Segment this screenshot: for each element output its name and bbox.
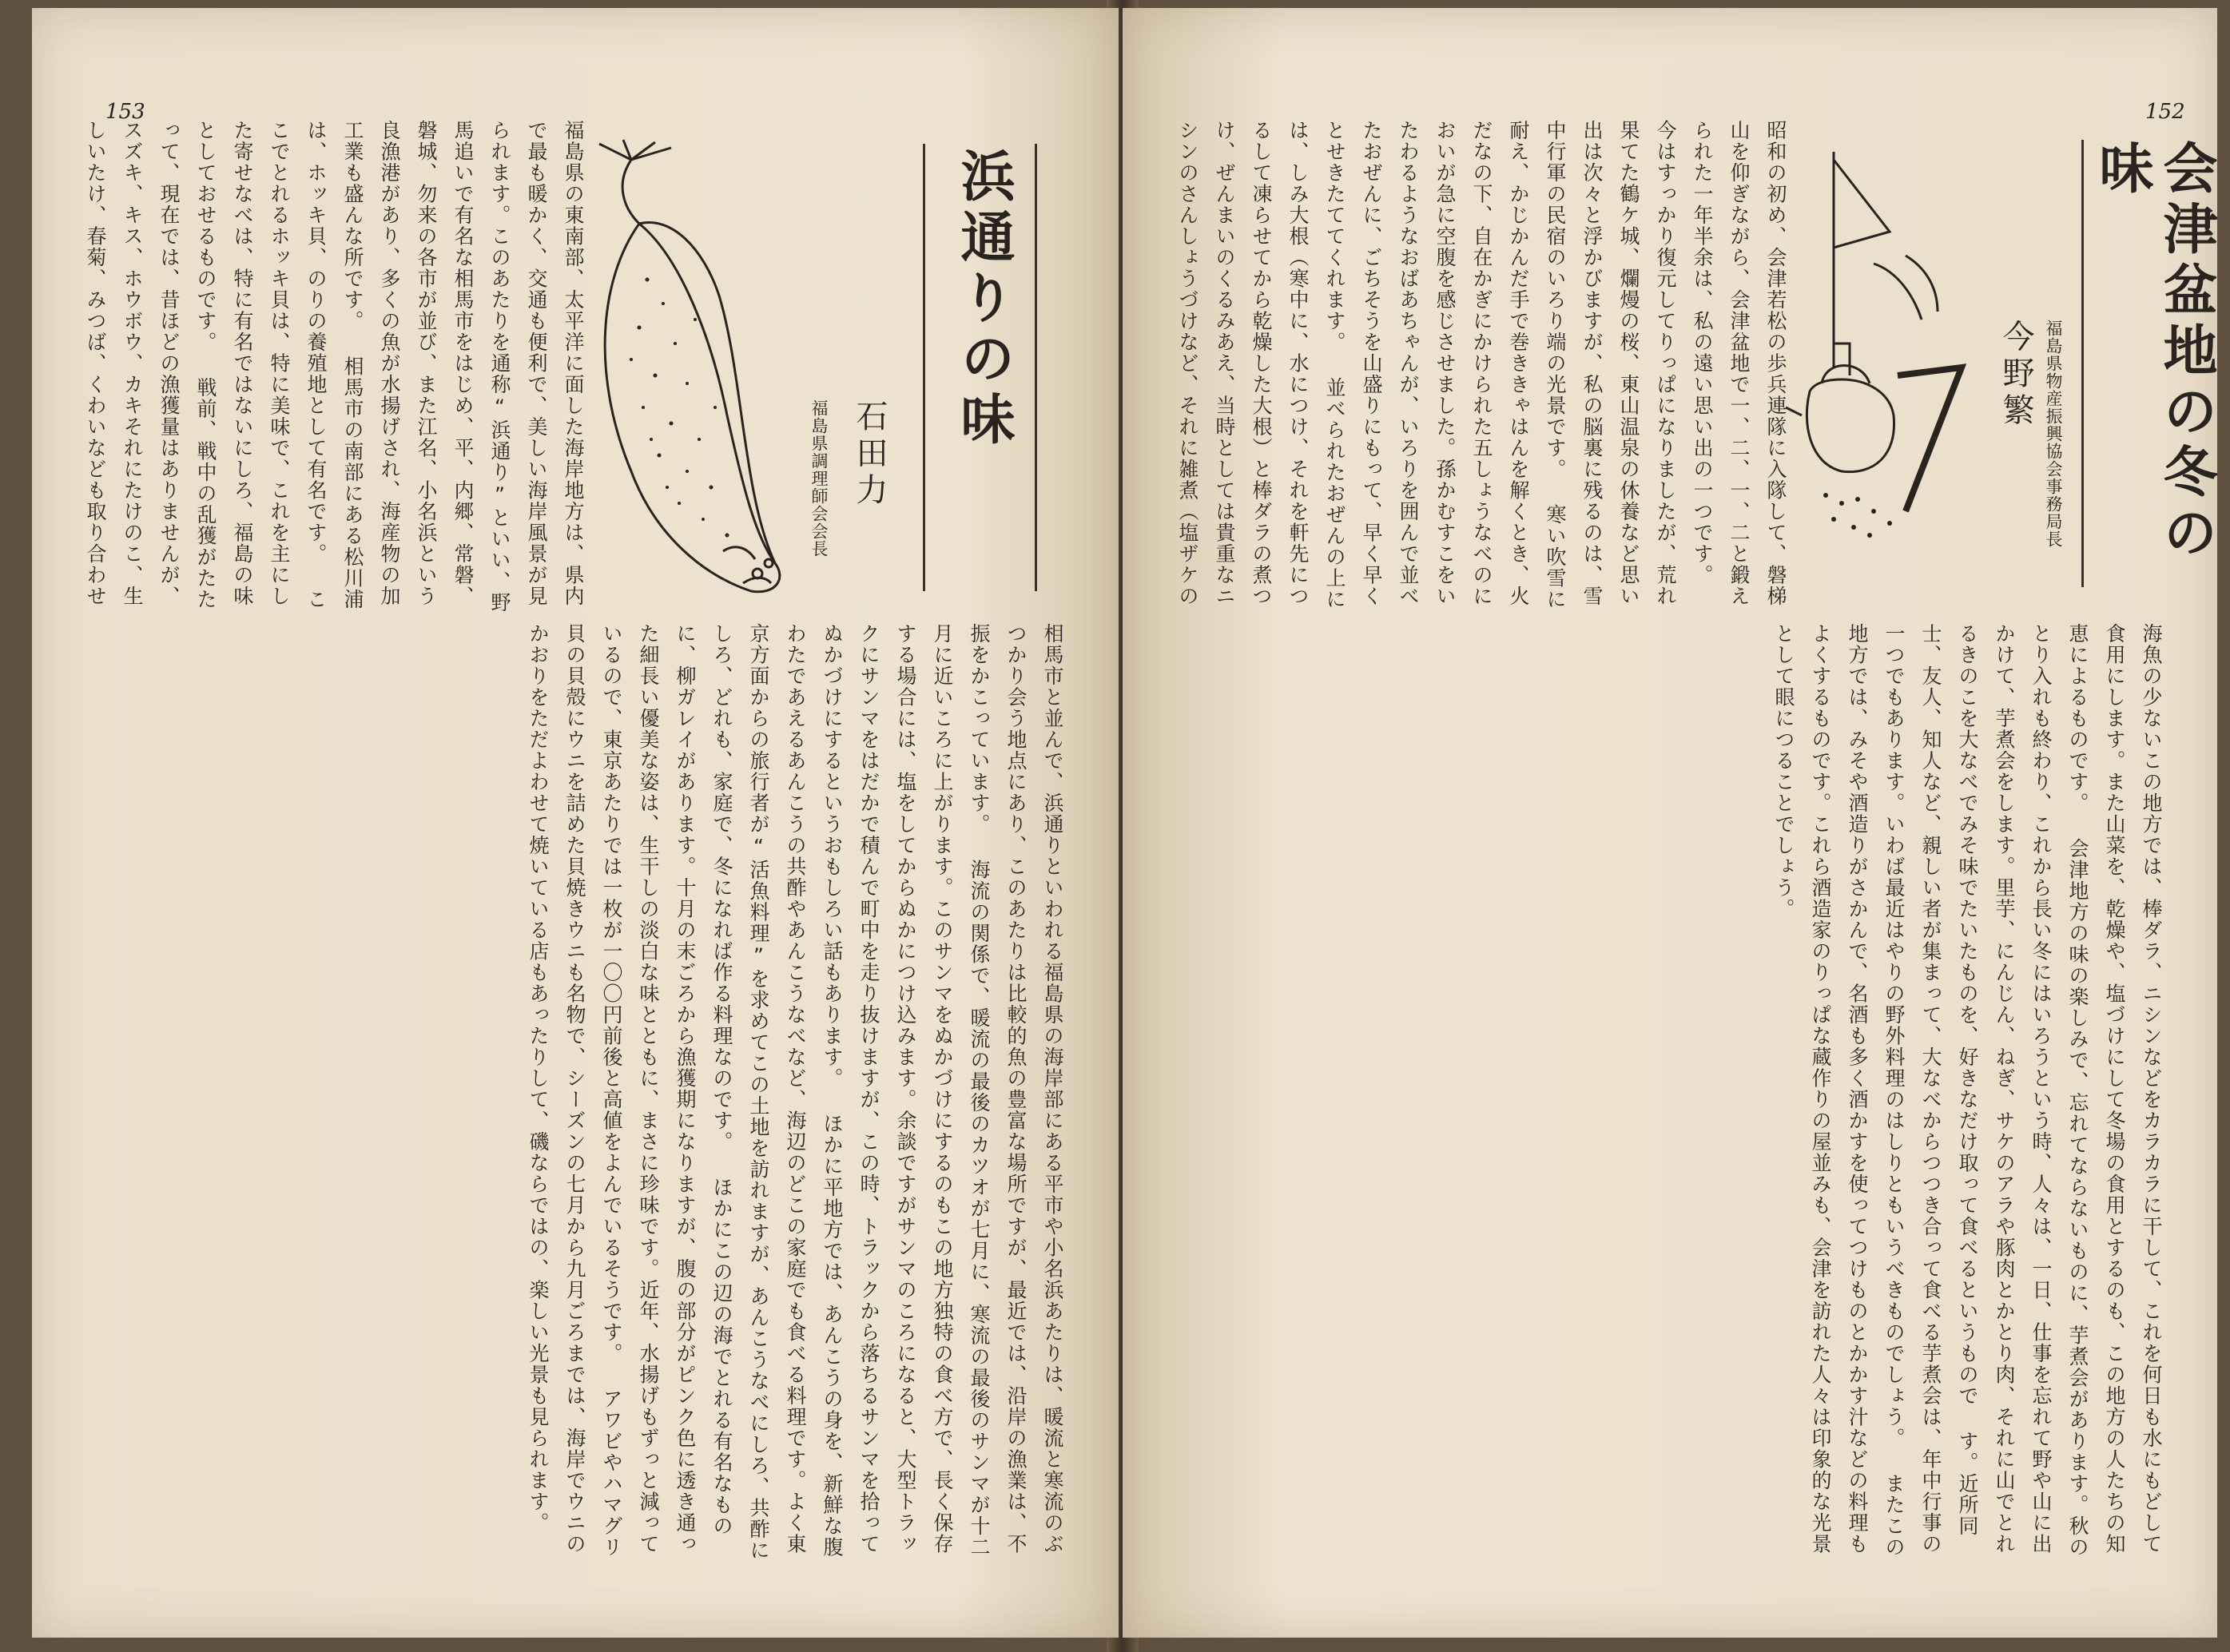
author-name-right: 今野繁 [1997,320,2034,430]
article-lower-text: 相馬市と並んで、浜通りといわれる福島県の海岸部にある平市や小名浜あたりは、暖流と寒流のぶつかり会う地点にあり、このあたりは比較的魚の豊富な場所ですが、最近では、沿岸の漁業は、不振をかこっています。 海流の関係で、暖流の最後のカツオが七月に、寒流の最後のサンマが十二月に近いころに上がります。このサンマをぬかづけにするのもこの地方独特の食べ方で、長く保存する場合には、塩をしてからぬかにつけ込みます。余談ですがサンマのころになると、大型トラックにサンマをはだかで積んで町中を走り抜けますが、この時、トラックから落ちるサンマを拾ってぬかづけにするというおもしろい話もあります。 ほかに平地方では、あんこうの身を、新鮮な腹わたであえるあんこうの共酢やあんこうなべなど、海辺のどこの家庭でも食べる料理です。よく東京方面からの旅行者が“活魚料理”を求めてこの土地を訪れますが、あんこうなべにしろ、共酢にしろ、どれも、家庭で、冬になれば作る料理なのです。 ほかにこの辺の海でとれる有名なものに、柳ガレイがあります。十月の末ごろから漁獲期になりますが、腹の部分がピンク色に透き通った細長い優美な姿は、生干しの淡白な味とともに、まさに珍味です。近年、水揚げもずっと減っているので、東京あたりでは一枚が一〇〇円前後と高値をよんでいるそうです。 アワビやハマグリ貝の貝殻にウニを詰めた貝焼きウニも名物で、シーズンの七月から九月ごろまでは、海岸でウニのかおりをただよわせて焼いている店もあったりして、磯ならではの、楽しい光景も見られます。 [527,623,1064,1561]
left-page [32,8,1119,1638]
author-affiliation: 福島県調理師会会長 [809,399,829,558]
article-lower-text-right: 海魚の少ないこの地方では、棒ダラ、ニシンなどをカラカラに干して、これを何日も水にもどして食用にします。また山菜を、乾燥や、塩づけにして冬場の食用とするのも、この地方の人たちの知恵によるものです。 会津地方の味の楽しみで、忘れてならないものに、芋煮会があります。秋のとり入れも終わり、これから長い冬にはいろうという時、人々は、一日、仕事を忘れて野や山に出かけて、芋煮会をします。里芋、にんじん、ねぎ、サケのアラや豚肉とかとり肉、それに山でとれるきのこを大なべでみそ味でたいたものを、好きなだけ取って食べるというもので す。近所同士、友人、知人など、親しい者が集まって、大なべからつつき合って食べる芋煮会は、年中行事の一つでもあります。いわば最近はやりの野外料理のはしりともいうべきものでしょう。 またこの地方では、みそや酒造りがさかんで、名酒も多く酒かすを使ってつけものとかかす汁などの料理もよくするものです。これら酒造家のりっぱな蔵作りの屋並みも、会津を訪れた人々は印象的な光景として眼につることでしょう。 [1772,623,2163,1558]
author-affiliation-right: 福島県物産振興協会事務局長 [2044,320,2063,548]
article-title-right: 会津盆地の冬の味 [2090,140,2217,565]
article-title: 浜通りの味 [952,148,1015,451]
title-rule-left [1035,144,1037,591]
hanging-kettle-illustration [1778,136,1986,583]
flatfish-illustration [583,136,807,615]
page-number-right: 152 [2145,100,2185,124]
article-upper-text-right: 昭和の初め、会津若松の歩兵連隊に入隊して、磐梯山を仰ぎながら、会津盆地で一、二、一、二と鍛えられた一年半余は、私の遠い思い出の一つです。 今はすっかり復元してりっぱになりましたが、荒れ果てた鶴ケ城、爛熳の桜、東山温泉の休養など思い出は次々と浮かびますが、私の脳裏に残るのは、雪中行軍の民宿のいろり端の光景です。 寒い吹雪に耐え、かじかんだ手で巻ききゃはんを解くとき、火だなの下、自在かぎにかけられた五しょうなべのにおいが急に空腹を感じさせました。孫かむすこをいたわるようなおばあちゃんが、いろりを囲んで並べたおぜんに、ごちそうを山盛りにもって、早く早くとせきたててくれます。 並べられたおぜんの上には、しみ大根（寒中に、水につけ、それを軒先につるして凍らせてから乾燥した大根）と棒ダラの煮つけ、ぜんまいのくるみあえ、当時としては貴重なニシンのさんしょうづけなど、それに雑煮（塩ザケの [1176,120,1787,610]
page-number-left: 153 [105,100,145,124]
article-upper-text: 福島県の東南部、太平洋に面した海岸地方は、県内で最も暖かく、交通も便利で、美しい海岸風景が見られます。このあたりを通称“浜通り”といい、野馬追いで有名な相馬市をはじめ、平、内郷、常磐、磐城、勿来の各市が並び、また江名、小名浜という良漁港があり、多くの魚が水揚げされ、海産物の加工業も盛んな所です。 相馬市の南部にある松川浦は、ホッキ貝、のりの養殖地として有名です。 ここでとれるホッキ貝は、特に美味で、これを主にした寄せなべは、特に有名ではないにしろ、福島の味としておせるものです。 戦前、戦中の乱獲がたたって、現在では、昔ほどの漁獲量はありませんが、スズキ、キス、ホウボウ、カキそれにたけのこ、生しいたけ、春菊、みつば、くわいなども取り合わせ [84,120,585,614]
title-rule-right [923,144,925,591]
title-rule-right-page [2081,140,2084,587]
right-page [1123,8,2217,1638]
author-name: 石田力 [851,399,888,510]
